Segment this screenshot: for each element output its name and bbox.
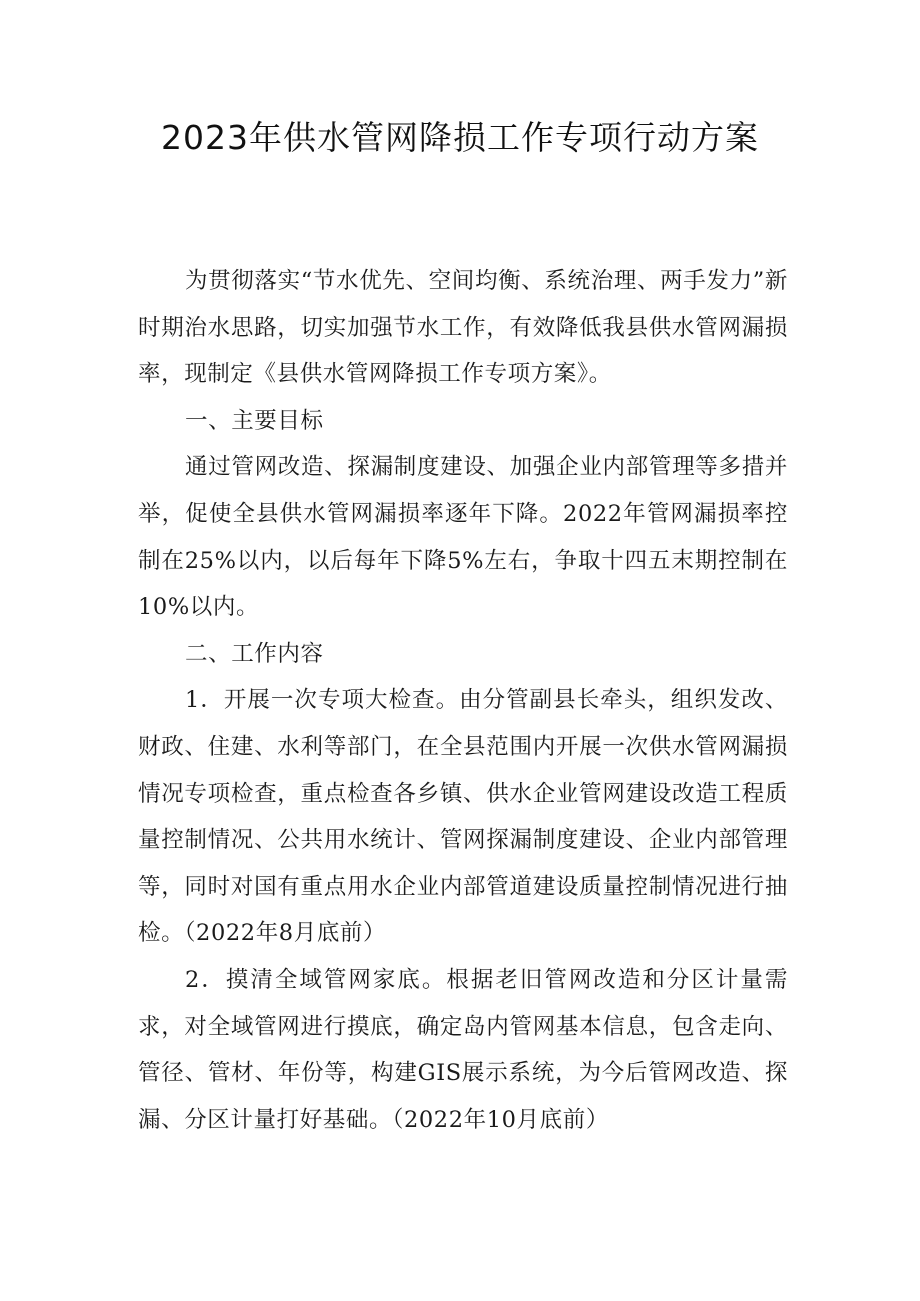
work-item-2: 2．摸清全域管网家底。根据老旧管网改造和分区计量需求，对全域管网进行摸底，确定岛内管网基本信息，包含走向、管径、管材、年份等，构建GIS展示系统，为今后管网改造、探漏、分区计量打好基础。（2022年10月底前） (138, 966, 788, 1133)
document-body (138, 258, 788, 1143)
document-title: 2023年供水管网降损工作专项行动方案 (161, 118, 759, 157)
work-item-1: 1．开展一次专项大检查。由分管副县长牵头，组织发改、财政、住建、水利等部门，在全县范围内开展一次供水管网漏损情况专项检查，重点检查各乡镇、供水企业管网建设改造工程质量控制情况、公共用水统计、管网探漏制度建设、企业内部管理等，同时对国有重点用水企业内部管道建设质量控制情况进行抽检。（2022年8月底前） (138, 687, 788, 947)
section-heading-work: 二、工作内容 (185, 640, 324, 667)
goals-paragraph: 通过管网改造、探漏制度建设、加强企业内部管理等多措并举，促使全县供水管网漏损率逐年下降。2022年管网漏损率控制在25%以内，以后每年下降5%左右，争取十四五末期控制在10%以内。 (138, 454, 788, 621)
section-heading-goals: 一、主要目标 (185, 407, 324, 434)
intro-paragraph: 为贯彻落实“节水优先、空间均衡、系统治理、两手发力”新时期治水思路，切实加强节水工作，有效降低我县供水管网漏损率，现制定《县供水管网降损工作专项方案》。 (138, 268, 788, 388)
